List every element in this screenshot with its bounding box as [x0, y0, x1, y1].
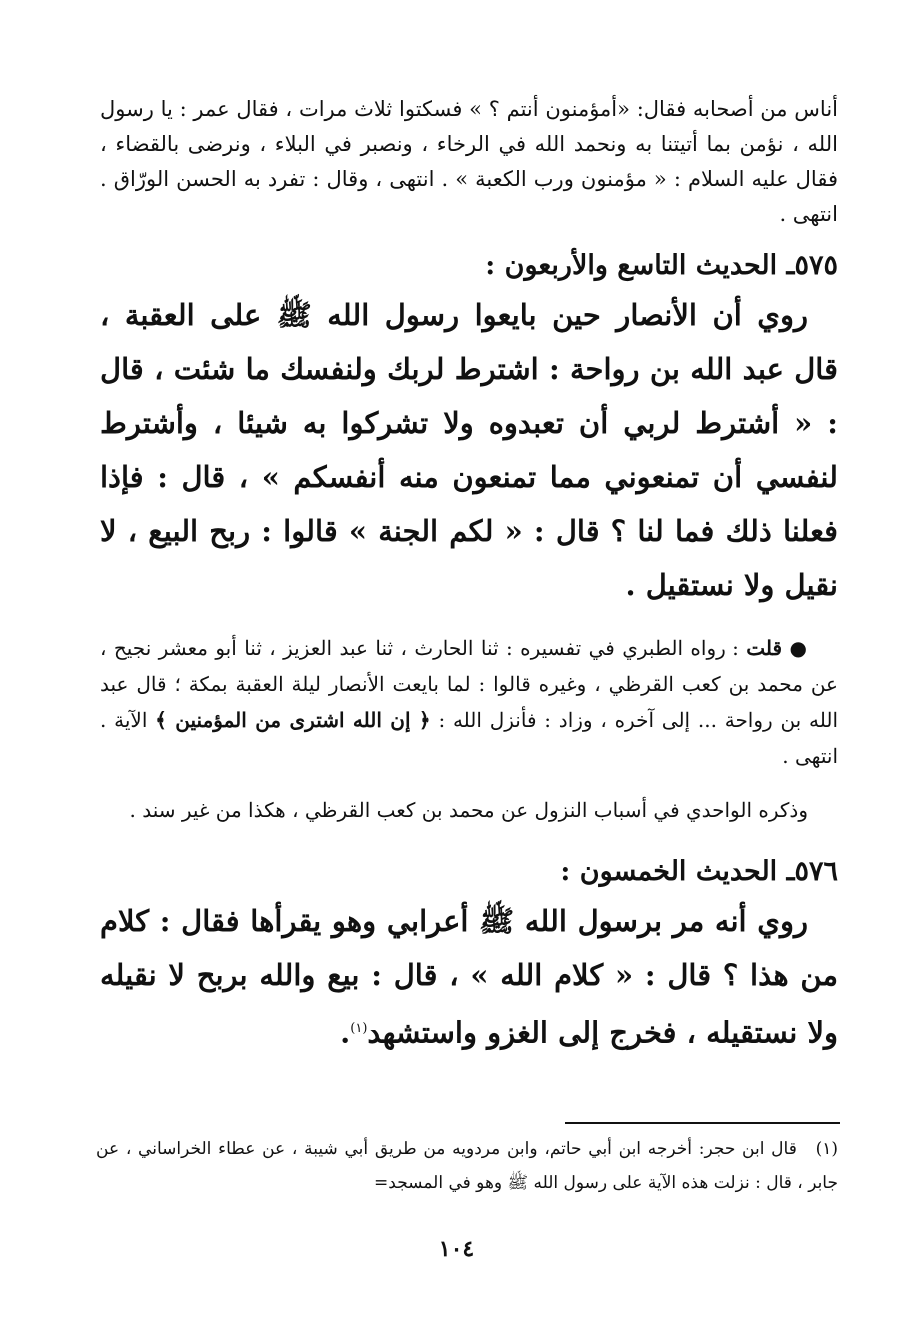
footnote-item [96, 1132, 838, 1200]
quran-verse: ﴿ إن الله اشترى من المؤمنين ﴾ [155, 708, 431, 732]
footnote-reference[interactable]: (١) [350, 1021, 368, 1036]
hadith-576-end: . [340, 1015, 351, 1050]
hadith-576-text: روي أنه مر برسول الله ﷺ أعرابي وهو يقرأها فقال : كلام من هذا ؟ قال : « كلام الله » ، قال : بيع والله بربح لا نقيله ولا نستقيله ، فخرج إلى الغزو واستشهد [100, 904, 838, 1050]
wahidi-paragraph: وذكره الواحدي في أسباب النزول عن محمد بن كعب القرظي ، هكذا من غير سند . [129, 798, 808, 822]
note-575-paragraph [100, 630, 838, 774]
continuation-paragraph: أناس من أصحابه فقال: «أمؤمنون أنتم ؟ » فسكتوا ثلاث مرات ، فقال عمر : يا رسول الله ، نؤمن بما أتيتنا به ونحمد الله في الرخاء ، ونصبر في البلاء ، ونرضى بالقضاء ، فقال عليه السلام : « مؤمنون ورب الكعبة » . انتهى ، وقال : تفرد به الحسن الورّاق . انتهى . [100, 97, 838, 226]
note-text-after-quran: الآية . انتهى . [100, 708, 838, 768]
hadith-576-heading: ٥٧٦ـ الحديث الخمسون : [560, 856, 838, 887]
footnote-text: قال ابن حجر: أخرجه ابن أبي حاتم، وابن مردويه من طريق أبي شيبة ، عن عطاء الخراساني ، عن جابر ، قال : نزلت هذه الآية على رسول الله ﷺ وهو في المسجد= [96, 1139, 838, 1193]
footnote-number: (١) [815, 1139, 838, 1159]
hadith-576-paragraph [100, 894, 838, 1060]
page-number: ١٠٤ [438, 1236, 475, 1262]
footnote-divider [565, 1122, 840, 1124]
note-label: قلت [746, 636, 783, 660]
footnotes [96, 1132, 838, 1200]
note-text-before-quran: : رواه الطبري في تفسيره : ثنا الحارث ، ثنا عبد العزيز ، ثنا أبو معشر نجيح ، عن محمد بن كعب القرظي ، وغيره قالوا : لما بايعت الأنصار ليلة العقبة بمكة ؛ قال عبد الله بن رواحة ... إلى آخره ، وزاد : فأنزل الله : [100, 636, 839, 732]
hadith-575-heading: ٥٧٥ـ الحديث التاسع والأربعون : [485, 250, 838, 281]
page-body [100, 92, 838, 1060]
bullet-icon: ● [789, 636, 808, 660]
hadith-575-text: روي أن الأنصار حين بايعوا رسول الله ﷺ على العقبة ، قال عبد الله بن رواحة : اشترط لربك ولنفسك ما شئت ، قال : « أشترط لربي أن تعبدوه ولا تشركوا به شيئا ، وأشترط لنفسي أن تمنعوني مما تمنعون منه أنفسكم » ، قال : فإذا فعلنا ذلك فما لنا ؟ قال : « لكم الجنة » قالوا : ربح البيع ، لا نقيل ولا نستقيل . [100, 298, 838, 602]
